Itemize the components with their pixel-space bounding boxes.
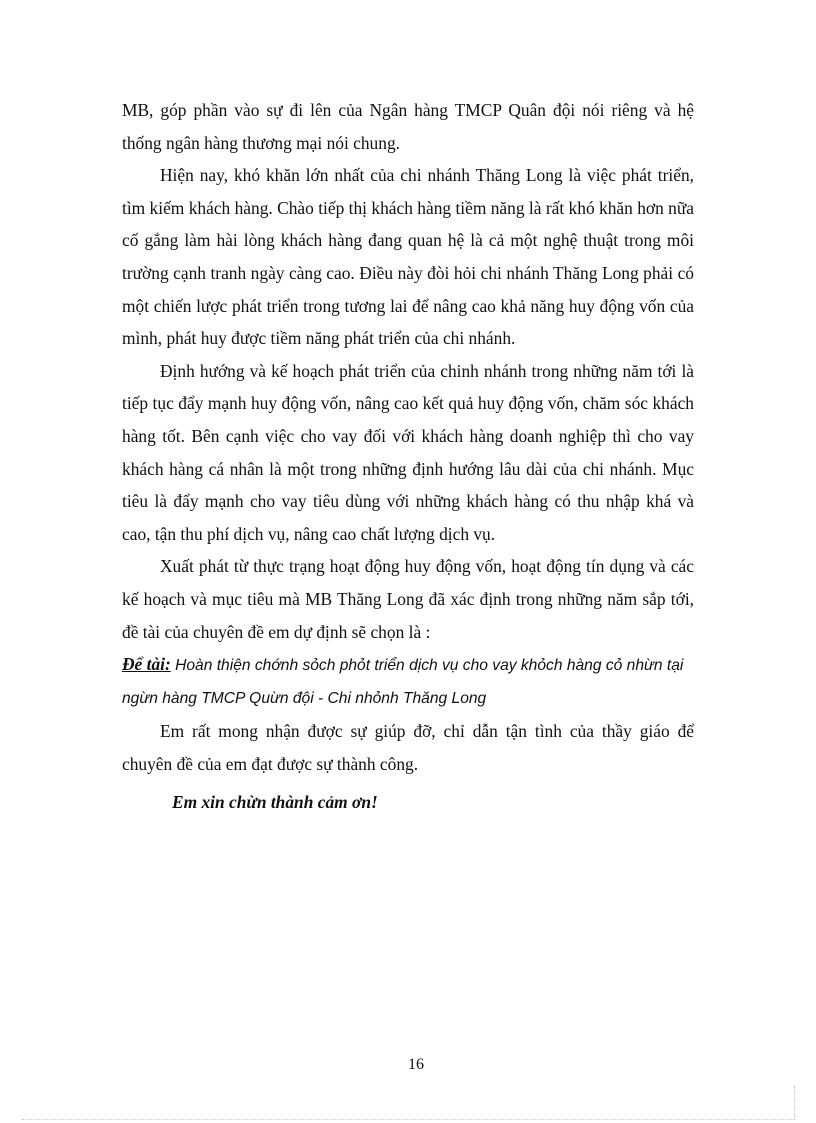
- page-number: 16: [408, 1056, 424, 1073]
- paragraph-closing: Em rất mong nhận được sự giúp đỡ, chỉ dẫn tận tình của thầy giáo để chuyên đề của em đạt được sự thành công.: [122, 721, 694, 774]
- paragraph-continuation: MB, góp phần vào sự đi lên của Ngân hàng TMCP Quân đội nói riêng và hệ thống ngân hàng thương mại nói chung.: [122, 100, 694, 153]
- page-right-border: [794, 1086, 795, 1120]
- thanks-line: Em xin chừn thành cảm ơn!: [172, 792, 378, 813]
- topic-line: [122, 648, 694, 715]
- paragraph-difficulty: Hiện nay, khó khăn lớn nhất của chi nhánh Thăng Long là việc phát triển, tìm kiếm khách hàng. Chào tiếp thị khách hàng tiềm năng là rất khó khăn hơn nữa cố gắng làm hài lòng khách hàng đang quan hệ là cả một nghệ thuật trong môi trường cạnh tranh ngày càng cao. Điều này đòi hỏi chi nhánh Thăng Long phải có một chiến lược phát triển trong tương lai để nâng cao khả năng huy động vốn của mình, phát huy được tiềm năng phát triển của chi nhánh.: [122, 165, 694, 349]
- paragraph-topic-intro: Xuất phát từ thực trạng hoạt động huy động vốn, hoạt động tín dụng và các kế hoạch và mục tiêu mà MB Thăng Long đã xác định trong những năm sắp tới, đề tài của chuyên đề em dự định sẽ chọn là :: [122, 556, 694, 642]
- topic-text: Hoàn thiện chớnh sỏch phỏt triển dịch vụ cho vay khỏch hàng cỏ nhừn tại ngừn hàng TMCP Quừn đội - Chi nhỏnh Thăng Long: [122, 657, 684, 707]
- paragraph-orientation: Định hướng và kế hoạch phát triển của chinh nhánh trong những năm tới là tiếp tục đẩy mạnh huy động vốn, nâng cao kết quả huy động vốn, chăm sóc khách hàng tốt. Bên cạnh việc cho vay đối với khách hàng doanh nghiệp thì cho vay khách hàng cá nhân là một trong những định hướng lâu dài của chi nhánh. Mục tiêu là đẩy mạnh cho vay tiêu dùng với những khách hàng có thu nhập khá và cao, tận thu phí dịch vụ, nâng cao chất lượng dịch vụ.: [122, 360, 694, 544]
- page-bottom-border: [22, 1119, 794, 1120]
- page-body: [122, 94, 694, 819]
- topic-label: Để tài:: [122, 654, 171, 675]
